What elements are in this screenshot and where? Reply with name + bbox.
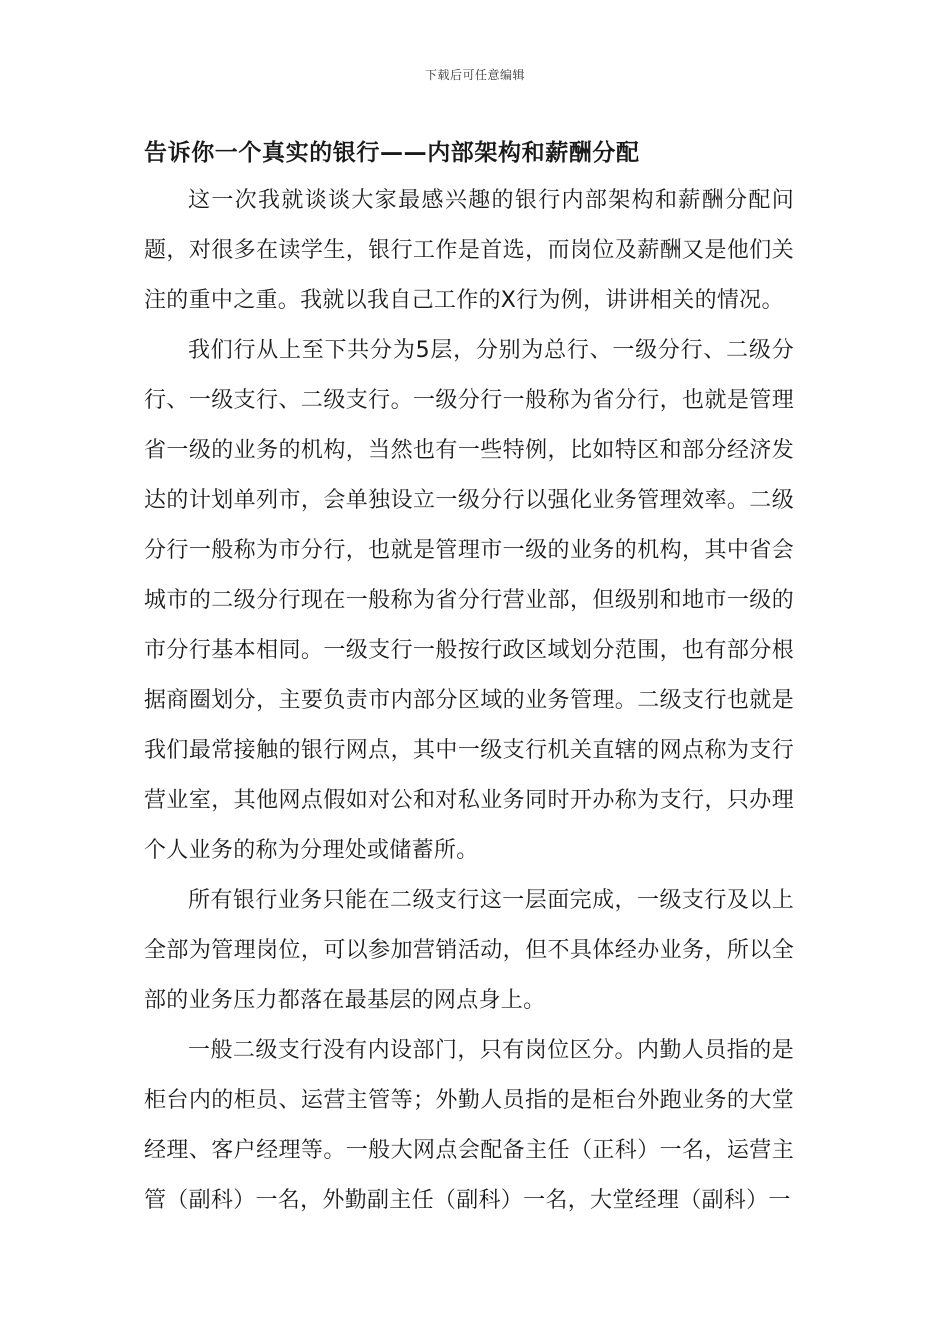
paragraph-business: 所有银行业务只能在二级支行这一层面完成，一级支行及以上全部为管理岗位，可以参加营销活动，但不具体经办业务，所以全部的业务压力都落在最基层的网点身上。 — [144, 888, 794, 1013]
header-note: 下载后可任意编辑 — [424, 68, 525, 82]
paragraph-intro: 这一次我就谈谈大家最感兴趣的银行内部架构和薪酬分配问题，对很多在读学生，银行工作是首选，而岗位及薪酬又是他们关注的重中之重。我就以我自己工作的X行为例，讲讲相关的情况。 — [144, 188, 794, 313]
paragraph-structure: 我们行从上至下共分为5层，分别为总行、一级分行、二级分行、一级支行、二级支行。一级分行一般称为省分行，也就是管理省一级的业务的机构，当然也有一些特例，比如特区和部分经济发达的计划单列市，会单独设立一级分行以强化业务管理效率。二级分行一般称为市分行，也就是管理市一级的业务的机构，其中省会城市的二级分行现在一般称为省分行营业部，但级别和地市一级的市分行基本相同。一级支行一般按行政区域划分范围，也有部分根据商圈划分，主要负责市内部分区域的业务管理。二级支行也就是我们最常接触的银行网点，其中一级支行机关直辖的网点称为支行营业室，其他网点假如对公和对私业务同时开办称为支行，只办理个人业务的称为分理处或储蓄所。 — [144, 338, 794, 863]
document-body — [144, 176, 794, 1226]
document-title: 告诉你一个真实的银行——内部架构和薪酬分配 — [144, 140, 640, 166]
paragraph-positions: 一般二级支行没有内设部门，只有岗位区分。内勤人员指的是柜台内的柜员、运营主管等；外勤人员指的是柜台外跑业务的大堂经理、客户经理等。一般大网点会配备主任（正科）一名，运营主管（副科）一名，外勤副主任（副科）一名，大堂经理（副科）一 — [144, 1038, 794, 1213]
